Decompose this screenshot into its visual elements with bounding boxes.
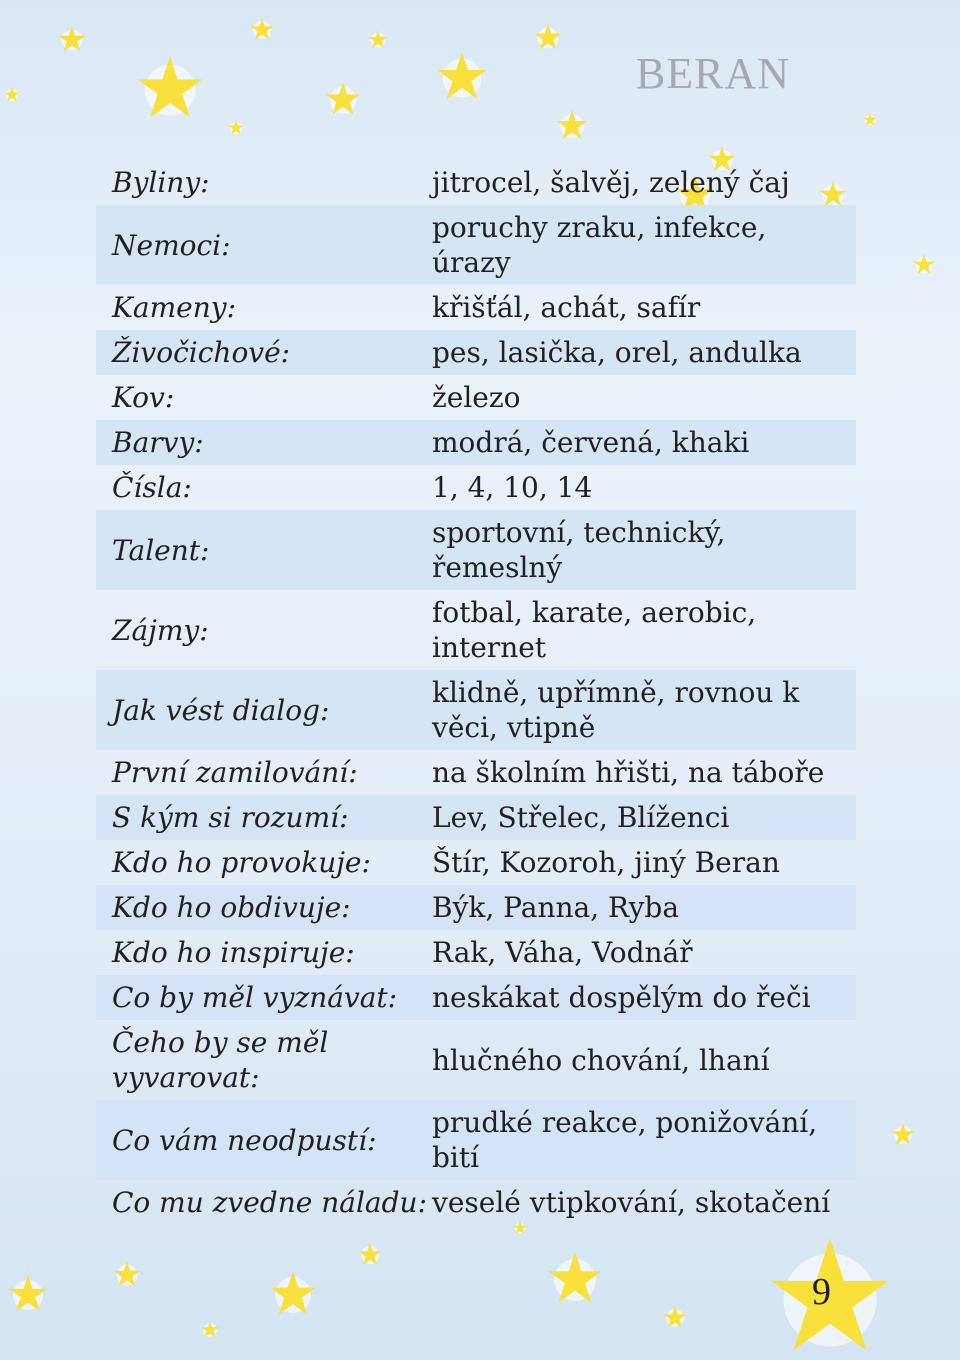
row-value: 1, 4, 10, 14 [432, 471, 593, 504]
row-value: poruchy zraku, infekce, úrazy [432, 211, 767, 279]
row-value: sportovní, technický, řemeslný [432, 516, 726, 584]
row-label: Zájmy: [112, 613, 209, 647]
row-value: prudké reakce, ponižování, bití [432, 1106, 818, 1174]
table-row [96, 840, 856, 885]
star-icon [326, 82, 360, 115]
table-row [96, 1180, 856, 1225]
row-value: železo [432, 381, 521, 414]
star-icon [59, 26, 86, 51]
row-label: Barvy: [112, 426, 204, 459]
row-label: Jak vést dialog: [112, 693, 330, 727]
star-icon [4, 87, 19, 102]
table-row [96, 670, 856, 750]
star-icon [114, 1261, 141, 1286]
row-label: Co vám neodpustí: [112, 1123, 377, 1157]
table-row [96, 285, 856, 330]
star-icon [557, 110, 587, 139]
table-row [96, 205, 856, 285]
star-icon [359, 1243, 382, 1265]
table-row [96, 590, 856, 670]
table-row [96, 160, 856, 205]
star-icon [437, 52, 486, 99]
row-value: hlučného chování, lhaní [432, 1043, 770, 1077]
row-value: Štír, Kozoroh, jiný Beran [432, 846, 780, 879]
row-label: Co by měl vyznávat: [112, 981, 398, 1014]
table-row [96, 885, 856, 930]
attribute-table [96, 160, 856, 1225]
row-value: klidně, upřímně, rovnou k věci, vtipně [432, 676, 800, 744]
row-value: veselé vtipkování, skotačení [432, 1186, 831, 1219]
star-icon [863, 113, 876, 126]
row-label: Živočichové: [112, 336, 291, 369]
star-icon [228, 120, 243, 135]
row-label: Čeho by se měl vyvarovat: [112, 1026, 329, 1094]
page-title: BERAN [635, 49, 790, 98]
table-row [96, 375, 856, 420]
row-label: Talent: [112, 533, 210, 567]
row-value: modrá, červená, khaki [432, 426, 750, 459]
page-number: 9 [812, 1271, 831, 1313]
row-label: První zamilování: [112, 756, 358, 789]
star-icon [251, 18, 274, 40]
row-label: Čísla: [112, 471, 192, 504]
row-value: Býk, Panna, Ryba [432, 891, 680, 924]
row-value: na školním hřišti, na táboře [432, 756, 825, 789]
row-label: Kov: [112, 381, 175, 414]
star-icon [892, 1123, 915, 1145]
star-icon [369, 30, 388, 48]
row-value: jitrocel, šalvěj, zelený čaj [432, 166, 790, 199]
star-icon [535, 24, 562, 49]
row-value: neskákat dospělým do řeči [432, 981, 811, 1014]
row-label: Byliny: [112, 166, 210, 199]
table-row [96, 795, 856, 840]
row-label: Kdo ho inspiruje: [112, 936, 355, 969]
table-row [96, 750, 856, 795]
table-row [96, 420, 856, 465]
star-icon [201, 1321, 218, 1337]
star-icon [270, 1271, 316, 1314]
row-value: Rak, Váha, Vodnář [432, 936, 693, 969]
star-icon [138, 56, 203, 118]
row-label: Kdo ho obdivuje: [112, 891, 351, 924]
star-icon [914, 254, 935, 274]
row-label: Co mu zvedne náladu: [112, 1186, 427, 1219]
row-label: Nemoci: [112, 228, 231, 262]
table-row [96, 1020, 856, 1100]
row-value: Lev, Střelec, Blíženci [432, 801, 730, 834]
table-row [96, 1100, 856, 1180]
row-value: pes, lasička, orel, andulka [432, 336, 802, 369]
row-label: S kým si rozumí: [112, 801, 349, 834]
row-value: fotbal, karate, aerobic, internet [432, 596, 757, 664]
row-label: Kameny: [112, 291, 237, 324]
row-label: Kdo ho provokuje: [112, 846, 371, 879]
table-row [96, 975, 856, 1020]
table-row [96, 510, 856, 590]
star-icon [548, 1252, 601, 1303]
table-row [96, 465, 856, 510]
row-value: křišťál, achát, safír [432, 291, 701, 324]
star-icon [664, 1306, 687, 1328]
star-icon [9, 1275, 47, 1311]
table-row [96, 330, 856, 375]
table-row [96, 930, 856, 975]
